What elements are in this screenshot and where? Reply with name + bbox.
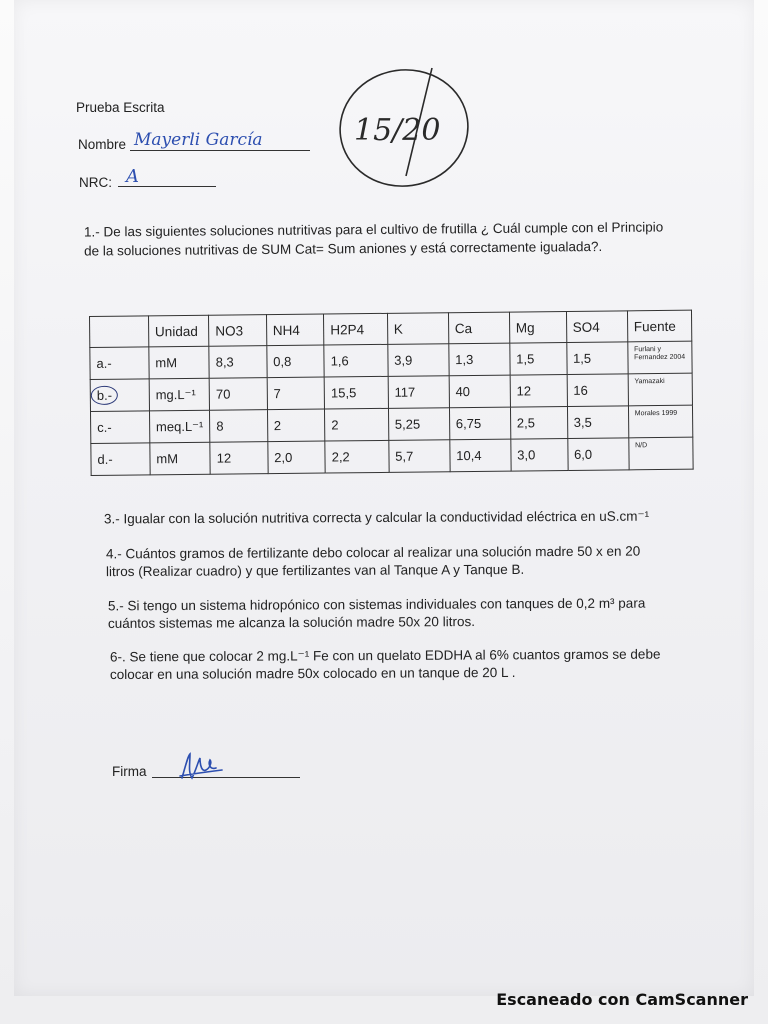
question-4-line-1: 4.- Cuántos gramos de fertilizante debo colocar al realizar una solución madre 50 x en 20 — [105, 543, 641, 562]
cell-no3: 12 — [210, 442, 268, 475]
header-cell: Unidad — [148, 315, 209, 347]
header-cell: Mg — [509, 312, 566, 344]
cell-no3: 8 — [210, 410, 268, 443]
camscanner-watermark: Escaneado con CamScanner — [496, 990, 748, 1009]
cell-h2p4: 2,2 — [325, 440, 389, 473]
cell-ca: 10,4 — [450, 439, 511, 472]
cell-h2p4: 2 — [325, 408, 389, 441]
circled-answer: b.- — [91, 386, 118, 405]
question-1: 1.- De las siguientes soluciones nutritivas para el cultivo de frutilla ¿ Cuál cumple con el Principio de la soluciones nutritivas de SUM Cat= Sum aniones y está correctamente igualada?. — [83, 219, 664, 259]
cell-h2p4: 1,6 — [324, 344, 388, 377]
cell-no3: 70 — [209, 378, 267, 411]
row-label: d.- — [91, 443, 150, 476]
exam-title: Prueba Escrita — [76, 100, 165, 115]
handwritten-signature — [176, 748, 226, 784]
header-cell: H2P4 — [324, 313, 388, 345]
header-cell: SO4 — [566, 311, 627, 343]
cell-k: 117 — [388, 376, 449, 409]
question-5-line-2: cuántos sistemas me alcanza la solución madre 50x 20 litros. — [107, 614, 475, 631]
cell-mg: 1,5 — [510, 343, 567, 376]
cell-source: N/D — [629, 437, 694, 470]
cell-source: Yamazaki — [628, 373, 693, 406]
header-cell: K — [387, 313, 448, 345]
row-unit: mg.L⁻¹ — [149, 378, 210, 411]
name-label: Nombre — [78, 137, 127, 152]
row-unit: mM — [149, 346, 210, 379]
cell-h2p4: 15,5 — [324, 376, 388, 409]
cell-source: Morales 1999 — [628, 405, 693, 438]
cell-ca: 1,3 — [449, 343, 510, 376]
header-cell: NO3 — [209, 315, 267, 347]
cell-nh4: 0,8 — [267, 345, 325, 378]
cell-so4: 3,5 — [567, 406, 628, 439]
grade-text: 15/20 — [354, 113, 441, 148]
row-label — [90, 379, 149, 412]
cell-k: 5,7 — [389, 440, 450, 473]
question-5-line-1: 5.- Si tengo un sistema hidropónico con sistemas individuales con tanques de 0,2 m³ para — [107, 595, 646, 614]
nrc-label: NRC: — [79, 175, 112, 190]
nrc-value: A — [126, 166, 139, 187]
cell-nh4: 2 — [267, 409, 325, 442]
name-value: Mayerli García — [134, 130, 263, 150]
cell-nh4: 7 — [267, 377, 325, 410]
header-cell: Fuente — [627, 310, 692, 342]
cell-source: Furlani y Fernandez 2004 — [628, 341, 693, 374]
question-3: 3.- Igualar con la solución nutritiva correcta y calcular la conductividad eléctrica en uS.cm⁻¹ — [103, 508, 650, 527]
nutrient-table — [89, 310, 694, 476]
cell-k: 5,25 — [388, 408, 449, 441]
header-cell — [90, 316, 149, 348]
name-line — [130, 150, 310, 151]
row-unit: meq.L⁻¹ — [149, 410, 210, 443]
grade-mark — [336, 64, 476, 194]
question-6-line-1: 6-. Se tiene que colocar 2 mg.L⁻¹ Fe con un quelato EDDHA al 6% cuantos gramos se debe — [109, 646, 661, 665]
row-label: a.- — [90, 347, 149, 380]
cell-mg: 12 — [510, 375, 567, 408]
question-4-line-2: litros (Realizar cuadro) y que fertilizantes van al Tanque A y Tanque B. — [105, 561, 525, 580]
header-cell: NH4 — [266, 314, 324, 346]
cell-mg: 3,0 — [511, 438, 568, 471]
signature-label: Firma — [112, 764, 147, 779]
cell-nh4: 2,0 — [268, 441, 326, 474]
row-label: c.- — [91, 411, 150, 444]
cell-so4: 6,0 — [567, 438, 628, 471]
cell-k: 3,9 — [388, 344, 449, 377]
row-unit: mM — [150, 442, 211, 475]
cell-mg: 2,5 — [510, 406, 567, 439]
signature-line — [152, 777, 300, 778]
table-row — [91, 437, 693, 475]
cell-ca: 40 — [449, 375, 510, 408]
cell-so4: 1,5 — [566, 342, 627, 375]
cell-so4: 16 — [567, 374, 628, 407]
cell-ca: 6,75 — [449, 407, 510, 440]
header-cell: Ca — [448, 312, 509, 344]
question-6-line-2: colocar en una solución madre 50x colocado en un tanque de 20 L . — [109, 664, 516, 683]
cell-no3: 8,3 — [209, 346, 267, 379]
